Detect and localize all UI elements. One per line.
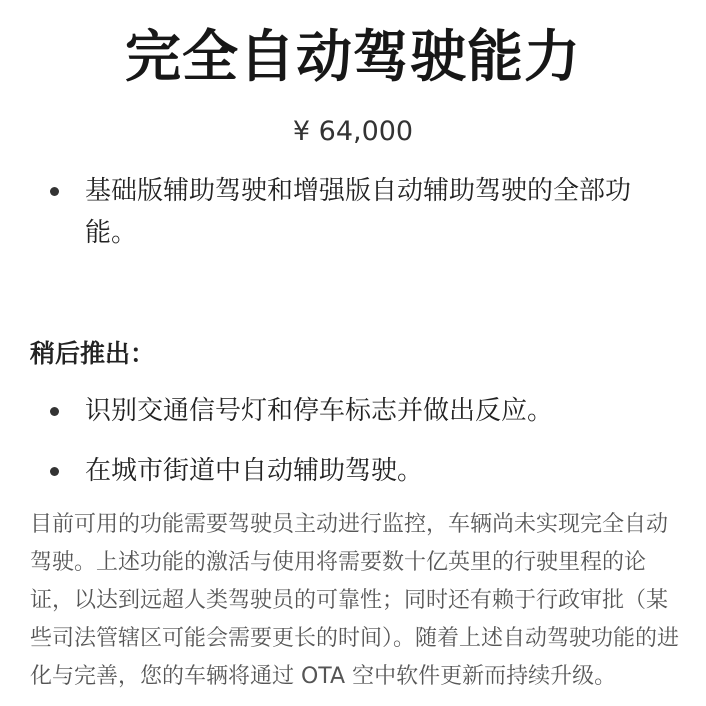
bullet-dot-icon: [50, 407, 59, 416]
bullet-dot-icon: [50, 187, 59, 196]
coming-later-text: 在城市街道中自动辅助驾驶。: [85, 456, 424, 486]
feature-text: 基础版辅助驾驶和增强版自动辅助驾驶的全部功能。: [85, 176, 632, 248]
bullet-dot-icon: [50, 467, 59, 476]
list-item: [50, 170, 670, 254]
page-title: 完全自动驾驶能力: [125, 25, 581, 90]
feature-list: [50, 170, 670, 254]
list-item: [50, 390, 670, 432]
disclaimer-text: 目前可用的功能需要驾驶员主动进行监控，车辆尚未实现完全自动驾驶。上述功能的激活与使用将需要数十亿英里的行驶里程的论证，以达到远超人类驾驶员的可靠性；同时还有赖于行政审批（某些司法管辖区可能会需要更长的时间）。随着上述自动驾驶功能的进化与完善，您的车辆将通过 OTA 空中软件更新而持续升级。: [30, 512, 680, 689]
coming-later-text: 识别交通信号灯和停车标志并做出反应。: [85, 396, 554, 426]
list-item: [50, 450, 670, 492]
coming-later-list: [50, 390, 670, 510]
coming-later-heading: 稍后推出：: [30, 339, 156, 368]
price-label: ¥ 64,000: [292, 116, 414, 147]
